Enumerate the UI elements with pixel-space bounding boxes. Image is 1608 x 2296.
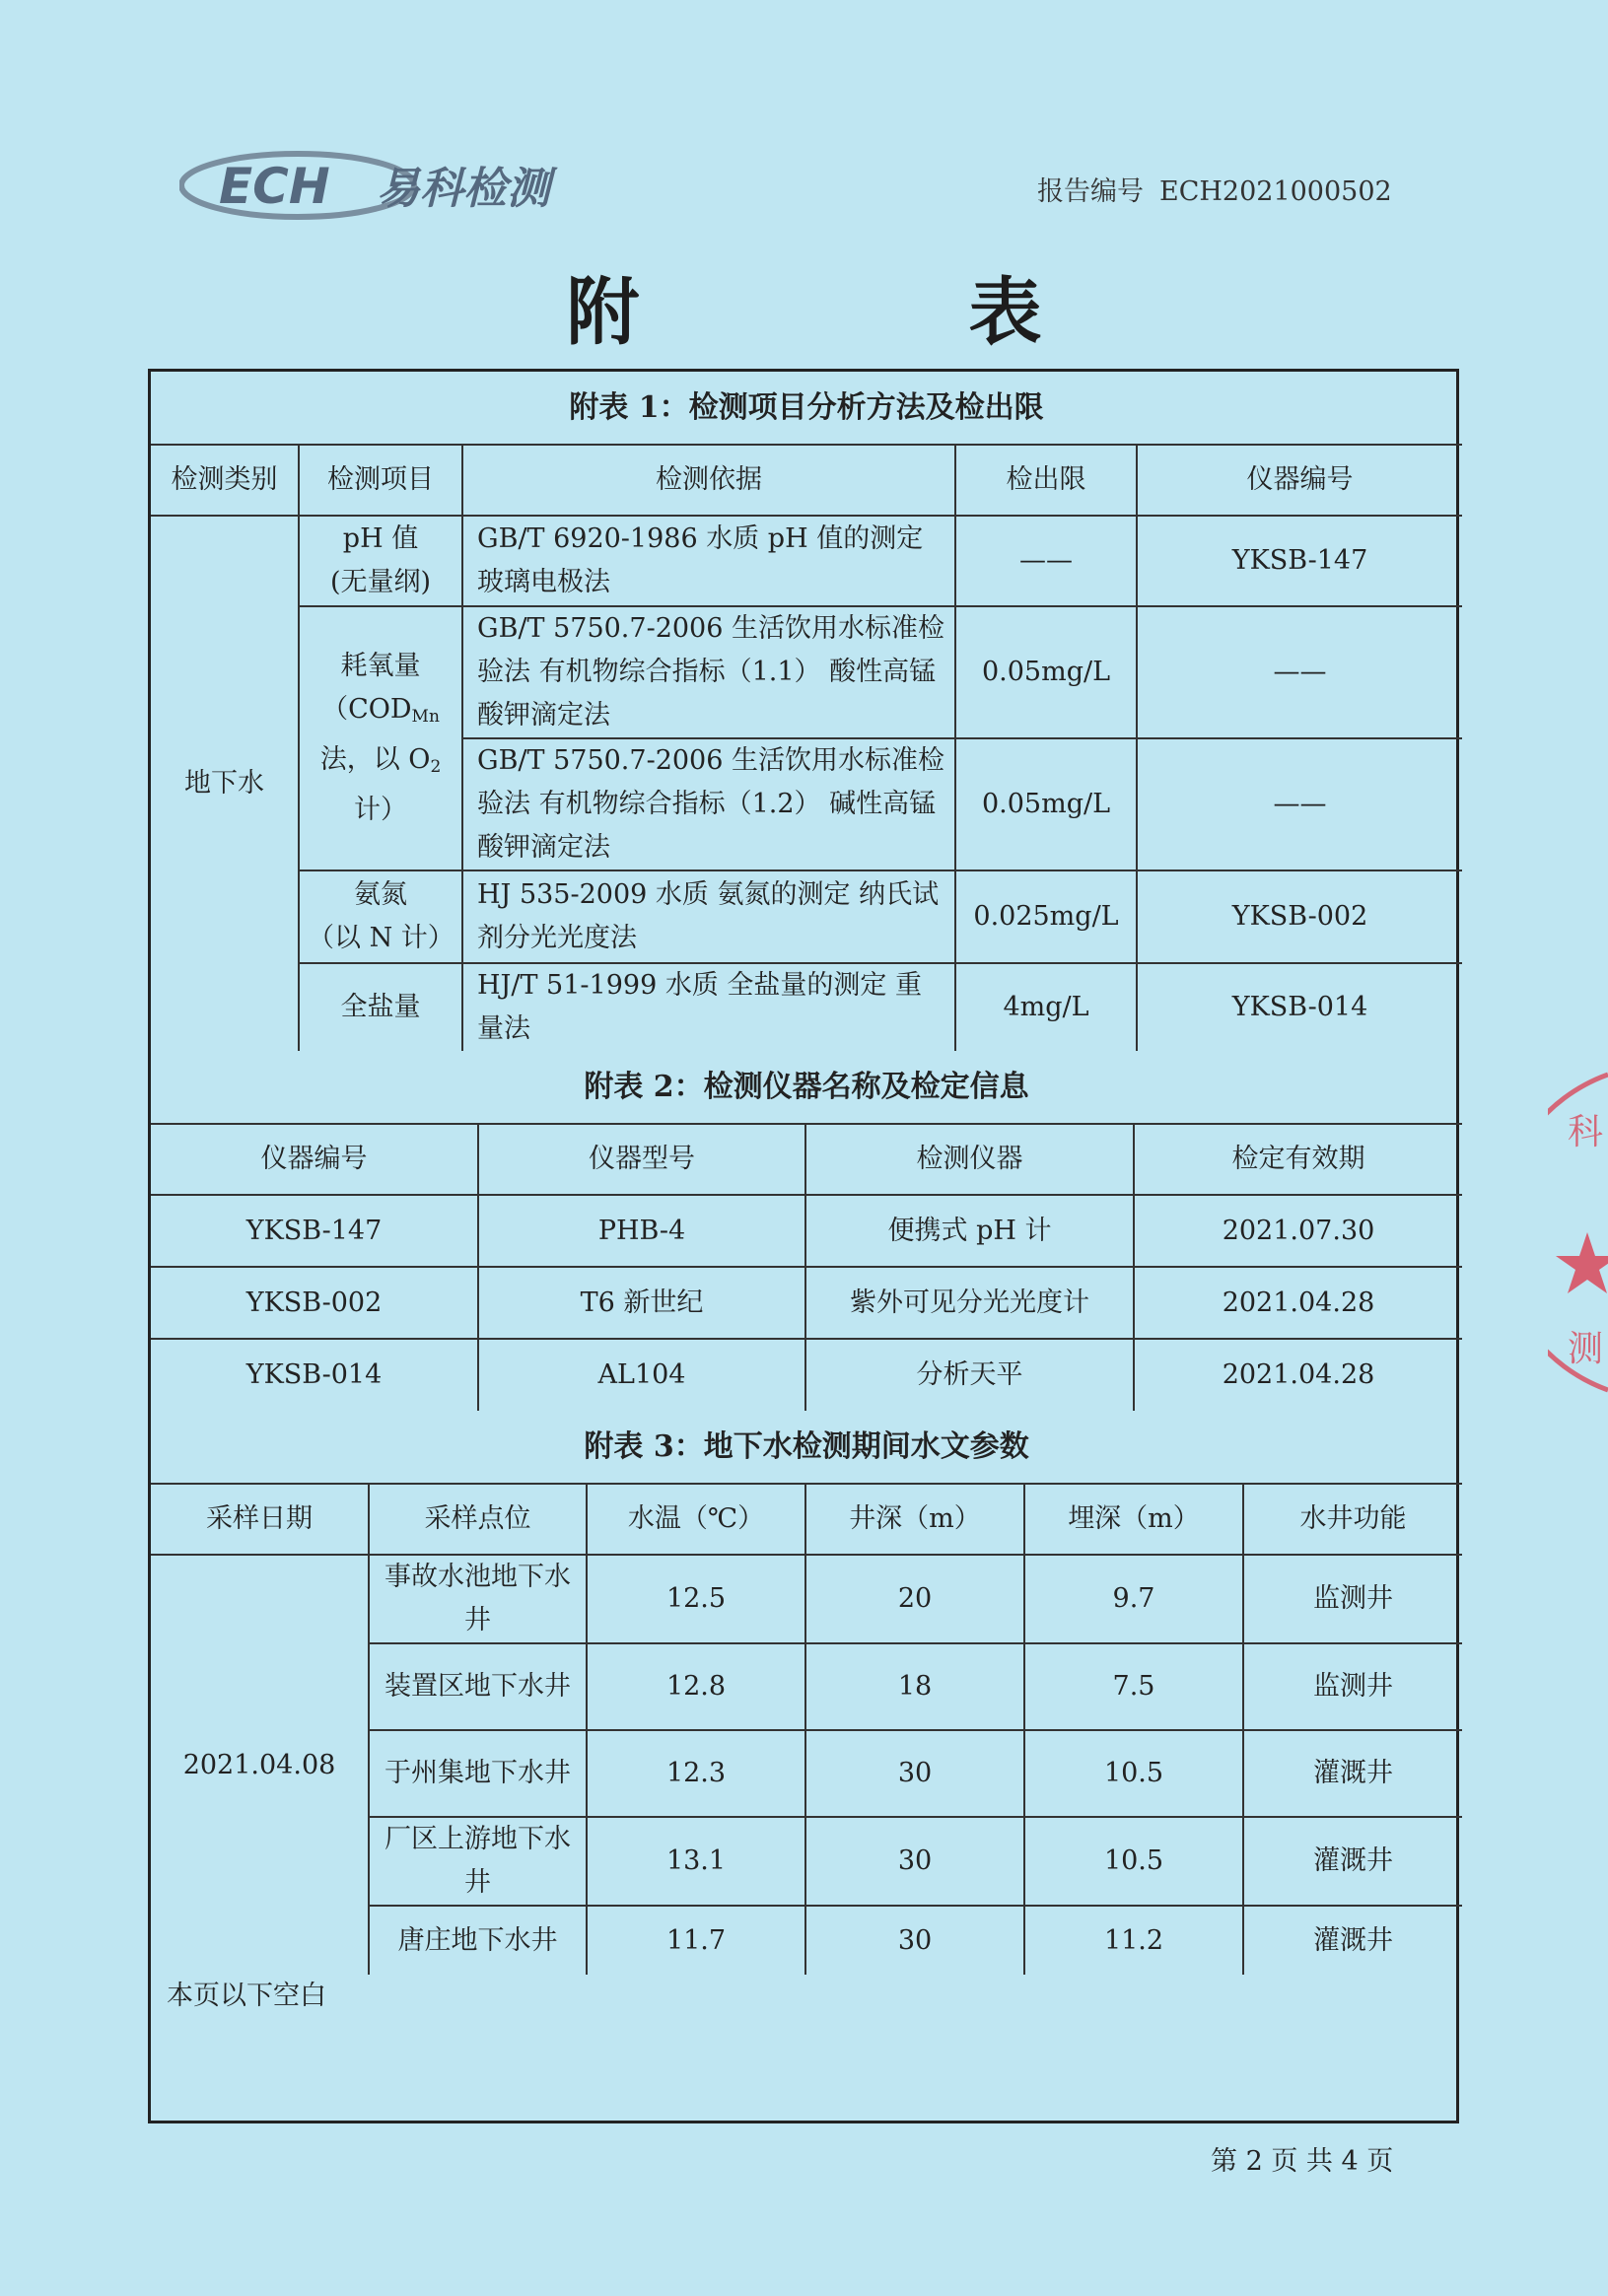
header-category: 检测类别 — [151, 445, 299, 516]
item-cell-cod — [299, 606, 462, 870]
method-table — [151, 372, 1462, 1051]
cod-line-4: 计） — [354, 795, 407, 825]
header-model: 仪器型号 — [478, 1124, 805, 1195]
cell: 2021.04.28 — [1134, 1267, 1462, 1339]
header-site: 采样点位 — [369, 1484, 587, 1555]
item-cell — [299, 516, 462, 606]
limit-cell: 0.025mg/L — [955, 870, 1137, 963]
sampling-date: 2021.04.08 — [151, 1555, 369, 1975]
header-basis: 检测依据 — [462, 445, 955, 516]
cell: 30 — [805, 1906, 1024, 1975]
item-cell: 全盐量 — [299, 963, 462, 1051]
item-name: pH 值 — [342, 523, 419, 554]
cell: 监测井 — [1243, 1643, 1462, 1730]
svg-text:科: 科 — [1568, 1112, 1604, 1152]
page-number: 第 2 页 共 4 页 — [1211, 2146, 1394, 2177]
cod-line-3: 法，以 $O_2$ — [319, 744, 442, 777]
instrument-cell: YKSB-147 — [1137, 516, 1462, 606]
seal-stamp — [1548, 1065, 1608, 1400]
category-cell: 地下水 — [151, 516, 299, 1051]
method-table-title: 附表 1：检测项目分析方法及检出限 — [151, 372, 1462, 445]
cell: 2021.07.30 — [1134, 1195, 1462, 1267]
limit-cell: 0.05mg/L — [955, 606, 1137, 738]
header-instrument-no: 仪器编号 — [1137, 445, 1462, 516]
svg-text:易科检测: 易科检测 — [377, 164, 550, 214]
cell: T6 新世纪 — [478, 1267, 805, 1339]
hydrology-table — [151, 1411, 1462, 1975]
header-date: 采样日期 — [151, 1484, 369, 1555]
cell: 紫外可见分光光度计 — [805, 1267, 1134, 1339]
report-number-value: ECH2021000502 — [1159, 176, 1392, 207]
cell: YKSB-147 — [151, 1195, 478, 1267]
cod-line-2: （$COD_{Mn}$ — [321, 694, 440, 727]
cell: 11.7 — [587, 1906, 805, 1975]
cell: PHB-4 — [478, 1195, 805, 1267]
header-limit: 检出限 — [955, 445, 1137, 516]
table-row — [151, 1339, 1462, 1411]
header-well-function: 水井功能 — [1243, 1484, 1462, 1555]
header-instrument-no: 仪器编号 — [151, 1124, 478, 1195]
instrument-cell: YKSB-014 — [1137, 963, 1462, 1051]
cell: 13.1 — [587, 1817, 805, 1906]
instrument-table-title: 附表 2：检测仪器名称及检定信息 — [151, 1051, 1462, 1124]
basis-cell: HJ/T 51-1999 水质 全盐量的测定 重量法 — [462, 963, 955, 1051]
cell: 12.8 — [587, 1643, 805, 1730]
svg-text:ECH: ECH — [219, 158, 330, 215]
header-well-depth: 井深（m） — [805, 1484, 1024, 1555]
cell: 2021.04.28 — [1134, 1339, 1462, 1411]
hydrology-table-title: 附表 3：地下水检测期间水文参数 — [151, 1411, 1462, 1484]
appendix-frame — [148, 369, 1459, 2123]
item-cell — [299, 870, 462, 963]
instrument-cell: YKSB-002 — [1137, 870, 1462, 963]
cell: 10.5 — [1024, 1817, 1243, 1906]
cell: 18 — [805, 1643, 1024, 1730]
item-unit: （以 N 计） — [308, 923, 454, 953]
limit-cell: 4mg/L — [955, 963, 1137, 1051]
cell: AL104 — [478, 1339, 805, 1411]
cell: 分析天平 — [805, 1339, 1134, 1411]
cell: 12.5 — [587, 1555, 805, 1643]
limit-cell: 0.05mg/L — [955, 738, 1137, 870]
cell: 10.5 — [1024, 1730, 1243, 1817]
blank-below-note: 本页以下空白 — [167, 1981, 326, 2011]
basis-cell: GB/T 6920-1986 水质 pH 值的测定 玻璃电极法 — [462, 516, 955, 606]
cell: 7.5 — [1024, 1643, 1243, 1730]
cell: YKSB-002 — [151, 1267, 478, 1339]
cell: 便携式 pH 计 — [805, 1195, 1134, 1267]
header-instrument: 检测仪器 — [805, 1124, 1134, 1195]
table-row — [151, 1555, 1462, 1643]
header-burial-depth: 埋深（m） — [1024, 1484, 1243, 1555]
page-title: 附 表 — [566, 270, 1170, 355]
cell: 唐庄地下水井 — [369, 1906, 587, 1975]
cell: 灌溉井 — [1243, 1817, 1462, 1906]
cell: 厂区上游地下水井 — [369, 1817, 587, 1906]
instrument-table — [151, 1051, 1462, 1411]
report-number — [1037, 170, 1392, 208]
basis-cell: HJ 535-2009 水质 氨氮的测定 纳氏试剂分光光度法 — [462, 870, 955, 963]
instrument-cell: —— — [1137, 738, 1462, 870]
cell: YKSB-014 — [151, 1339, 478, 1411]
cell: 30 — [805, 1817, 1024, 1906]
basis-cell: GB/T 5750.7-2006 生活饮用水标准检验法 有机物综合指标（1.1） 酸性高锰酸钾滴定法 — [462, 606, 955, 738]
item-unit: (无量纲) — [329, 567, 432, 597]
cell: 11.2 — [1024, 1906, 1243, 1975]
instrument-cell: —— — [1137, 606, 1462, 738]
cell: 灌溉井 — [1243, 1906, 1462, 1975]
cell: 30 — [805, 1730, 1024, 1817]
cell: 装置区地下水井 — [369, 1643, 587, 1730]
limit-cell: —— — [955, 516, 1137, 606]
cell: 灌溉井 — [1243, 1730, 1462, 1817]
cell: 事故水池地下水井 — [369, 1555, 587, 1643]
svg-text:测: 测 — [1568, 1329, 1604, 1369]
cod-line-1: 耗氧量 — [340, 651, 421, 681]
cell: 于州集地下水井 — [369, 1730, 587, 1817]
table-row — [151, 1195, 1462, 1267]
header-item: 检测项目 — [299, 445, 462, 516]
company-logo — [179, 146, 643, 225]
header-validity: 检定有效期 — [1134, 1124, 1462, 1195]
basis-cell: GB/T 5750.7-2006 生活饮用水标准检验法 有机物综合指标（1.2） 碱性高锰酸钾滴定法 — [462, 738, 955, 870]
cell: 9.7 — [1024, 1555, 1243, 1643]
item-name: 氨氮 — [354, 879, 407, 910]
cell: 20 — [805, 1555, 1024, 1643]
cell: 12.3 — [587, 1730, 805, 1817]
report-number-label: 报告编号 — [1037, 176, 1144, 207]
table-row — [151, 1267, 1462, 1339]
header-water-temp: 水温（℃） — [587, 1484, 805, 1555]
cell: 监测井 — [1243, 1555, 1462, 1643]
